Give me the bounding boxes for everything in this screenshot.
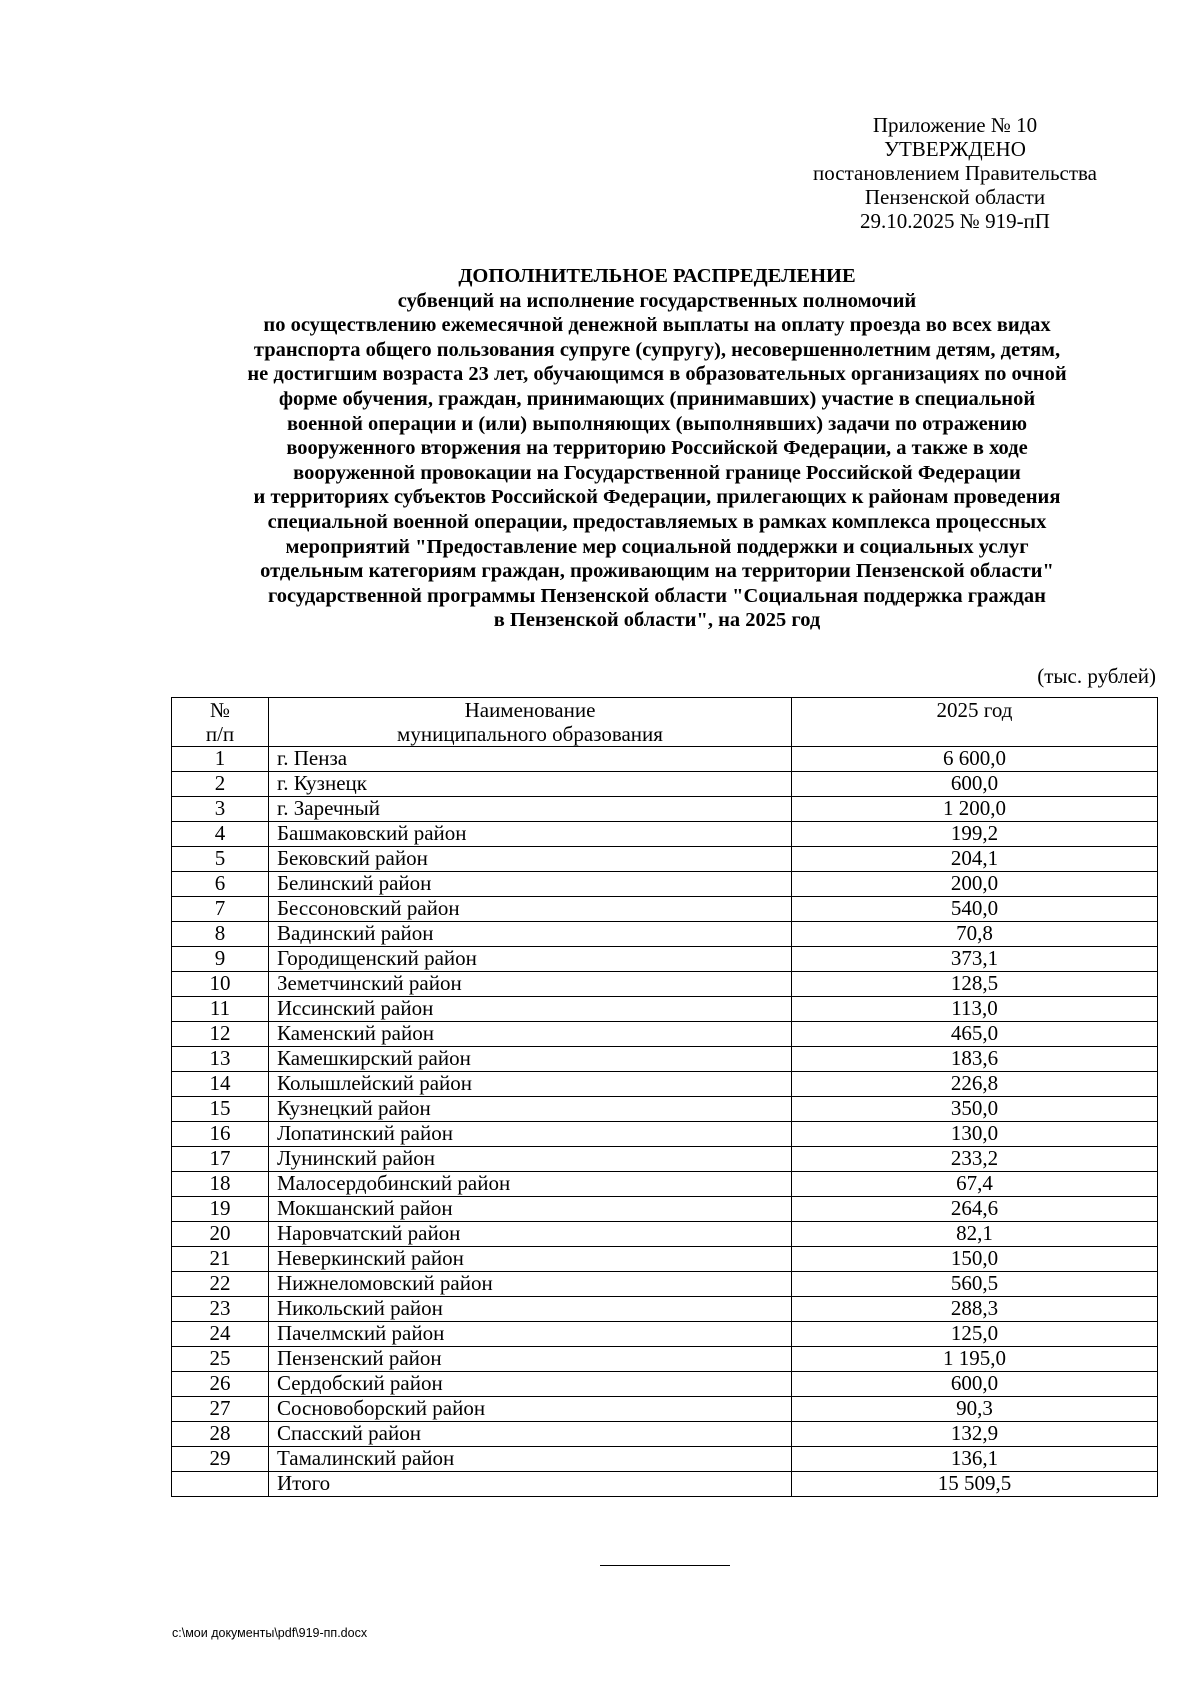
- amount-value: 67,4: [792, 1172, 1158, 1197]
- municipality-name: Спасский район: [269, 1422, 792, 1447]
- table-row: [172, 1197, 1158, 1222]
- row-number: 7: [172, 897, 269, 922]
- amount-value: 1 195,0: [792, 1347, 1158, 1372]
- municipality-name: Сердобский район: [269, 1372, 792, 1397]
- row-number: 23: [172, 1297, 269, 1322]
- table-row: [172, 1097, 1158, 1122]
- amount-value: 136,1: [792, 1447, 1158, 1472]
- row-number: 6: [172, 872, 269, 897]
- row-number: 2: [172, 772, 269, 797]
- approval-block: [760, 113, 1150, 233]
- row-number: 8: [172, 922, 269, 947]
- municipality-name: Иссинский район: [269, 997, 792, 1022]
- end-separator-line: [600, 1565, 730, 1566]
- row-number: 10: [172, 972, 269, 997]
- table-row: [172, 1447, 1158, 1472]
- table-row: [172, 1022, 1158, 1047]
- table-row: [172, 747, 1158, 772]
- table-row: [172, 1172, 1158, 1197]
- document-title: [120, 264, 1194, 633]
- title-line: военной операции и (или) выполняющих (выполнявших) задачи по отражению: [286, 412, 1028, 435]
- amount-value: 125,0: [792, 1322, 1158, 1347]
- municipality-name: Вадинский район: [269, 922, 792, 947]
- amount-value: 183,6: [792, 1047, 1158, 1072]
- row-number: 5: [172, 847, 269, 872]
- amount-value: 82,1: [792, 1222, 1158, 1247]
- header-name: [269, 698, 792, 747]
- row-number: 1: [172, 747, 269, 772]
- row-number: 4: [172, 822, 269, 847]
- municipality-name: г. Пенза: [269, 747, 792, 772]
- total-row-number: [172, 1472, 269, 1497]
- municipality-name: Тамалинский район: [269, 1447, 792, 1472]
- municipality-name: Пачелмский район: [269, 1322, 792, 1347]
- amount-value: 113,0: [792, 997, 1158, 1022]
- row-number: 25: [172, 1347, 269, 1372]
- appendix-number: Приложение № 10: [872, 113, 1038, 137]
- title-line: по осуществлению ежемесячной денежной выплаты на оплату проезда во всех видах: [263, 314, 1051, 337]
- table-header-row: [172, 698, 1158, 747]
- table-row: [172, 972, 1158, 997]
- municipality-name: Мокшанский район: [269, 1197, 792, 1222]
- table-row: [172, 947, 1158, 972]
- row-number: 28: [172, 1422, 269, 1447]
- row-number: 15: [172, 1097, 269, 1122]
- total-municipality-name: Итого: [269, 1472, 792, 1497]
- municipality-name: Кузнецкий район: [269, 1097, 792, 1122]
- municipality-name: Белинский район: [269, 872, 792, 897]
- header-name-line2: муниципального образования: [397, 722, 663, 746]
- table-row: [172, 1122, 1158, 1147]
- row-number: 9: [172, 947, 269, 972]
- header-number-line1: №: [209, 698, 231, 722]
- table-row: [172, 1147, 1158, 1172]
- table-row: [172, 1247, 1158, 1272]
- title-line: и территориях субъектов Российской Федерации, прилегающих к районам проведения: [253, 486, 1061, 509]
- amount-value: 90,3: [792, 1397, 1158, 1422]
- header-name-line1: Наименование: [464, 698, 596, 722]
- row-number: 11: [172, 997, 269, 1022]
- municipality-name: Никольский район: [269, 1297, 792, 1322]
- municipality-name: Городищенский район: [269, 947, 792, 972]
- header-number: [172, 698, 269, 747]
- municipality-name: г. Заречный: [269, 797, 792, 822]
- table-row: [172, 1347, 1158, 1372]
- amount-value: 1 200,0: [792, 797, 1158, 822]
- table-row: [172, 1272, 1158, 1297]
- amount-value: 373,1: [792, 947, 1158, 972]
- total-row: [172, 1472, 1158, 1497]
- amount-value: 233,2: [792, 1147, 1158, 1172]
- amount-value: 226,8: [792, 1072, 1158, 1097]
- title-line: ДОПОЛНИТЕЛЬНОЕ РАСПРЕДЕЛЕНИЕ: [458, 265, 856, 287]
- municipality-name: Земетчинский район: [269, 972, 792, 997]
- table-row: [172, 1222, 1158, 1247]
- row-number: 17: [172, 1147, 269, 1172]
- table-row: [172, 822, 1158, 847]
- municipality-name: Нижнеломовский район: [269, 1272, 792, 1297]
- amount-value: 204,1: [792, 847, 1158, 872]
- row-number: 12: [172, 1022, 269, 1047]
- amount-value: 128,5: [792, 972, 1158, 997]
- amount-value: 199,2: [792, 822, 1158, 847]
- amount-value: 560,5: [792, 1272, 1158, 1297]
- amount-value: 600,0: [792, 1372, 1158, 1397]
- total-amount-value: 15 509,5: [792, 1472, 1158, 1497]
- table-row: [172, 1047, 1158, 1072]
- table-row: [172, 1297, 1158, 1322]
- table-row: [172, 1397, 1158, 1422]
- file-path-footer: c:\мои документы\pdf\919-пп.docx: [172, 1626, 368, 1640]
- table-body: [172, 747, 1158, 1497]
- approval-date-number: 29.10.2025 № 919-пП: [860, 209, 1050, 233]
- municipality-name: Бековский район: [269, 847, 792, 872]
- row-number: 24: [172, 1322, 269, 1347]
- header-number-line2: п/п: [205, 722, 235, 746]
- row-number: 29: [172, 1447, 269, 1472]
- title-line: не достигшим возраста 23 лет, обучающимся в образовательных организациях по очной: [247, 363, 1067, 386]
- title-line: мероприятий "Предоставление мер социальной поддержки и социальных услуг: [285, 535, 1029, 558]
- table-row: [172, 997, 1158, 1022]
- header-year-label: 2025 год: [936, 698, 1013, 722]
- amount-value: 288,3: [792, 1297, 1158, 1322]
- municipality-name: Пензенский район: [269, 1347, 792, 1372]
- municipality-name: Неверкинский район: [269, 1247, 792, 1272]
- title-line: в Пензенской области", на 2025 год: [493, 609, 821, 632]
- municipality-name: Лопатинский район: [269, 1122, 792, 1147]
- title-line: субвенций на исполнение государственных полномочий: [397, 289, 917, 312]
- title-line: транспорта общего пользования супруге (супругу), несовершеннолетним детям, детям,: [253, 338, 1061, 361]
- amount-value: 132,9: [792, 1422, 1158, 1447]
- municipality-name: г. Кузнецк: [269, 772, 792, 797]
- title-line: форме обучения, граждан, принимающих (принимавших) участие в специальной: [278, 387, 1036, 410]
- row-number: 16: [172, 1122, 269, 1147]
- amount-value: 465,0: [792, 1022, 1158, 1047]
- amount-value: 6 600,0: [792, 747, 1158, 772]
- title-line: вооруженной провокации на Государственной границе Российской Федерации: [293, 461, 1021, 484]
- title-line: государственной программы Пензенской области "Социальная поддержка граждан: [268, 584, 1046, 607]
- table-row: [172, 872, 1158, 897]
- row-number: 21: [172, 1247, 269, 1272]
- approved-label: УТВЕРЖДЕНО: [884, 137, 1026, 161]
- row-number: 26: [172, 1372, 269, 1397]
- row-number: 19: [172, 1197, 269, 1222]
- table-row: [172, 847, 1158, 872]
- amount-value: 350,0: [792, 1097, 1158, 1122]
- table-row: [172, 797, 1158, 822]
- row-number: 14: [172, 1072, 269, 1097]
- title-line: вооруженного вторжения на территорию Российской Федерации, а также в ходе: [286, 437, 1028, 460]
- table-row: [172, 1372, 1158, 1397]
- title-line: отдельным категориям граждан, проживающим на территории Пензенской области": [260, 560, 1054, 583]
- table-row: [172, 1422, 1158, 1447]
- amount-value: 70,8: [792, 922, 1158, 947]
- units-label: (тыс. рублей): [1037, 664, 1156, 688]
- table-row: [172, 1072, 1158, 1097]
- municipality-name: Малосердобинский район: [269, 1172, 792, 1197]
- approved-by-line: постановлением Правительства: [812, 161, 1097, 185]
- amount-value: 150,0: [792, 1247, 1158, 1272]
- municipality-name: Бессоновский район: [269, 897, 792, 922]
- table-row: [172, 922, 1158, 947]
- table-row: [172, 897, 1158, 922]
- table-row: [172, 772, 1158, 797]
- municipality-name: Наровчатский район: [269, 1222, 792, 1247]
- amount-value: 540,0: [792, 897, 1158, 922]
- row-number: 18: [172, 1172, 269, 1197]
- row-number: 20: [172, 1222, 269, 1247]
- table-row: [172, 1322, 1158, 1347]
- amount-value: 264,6: [792, 1197, 1158, 1222]
- row-number: 27: [172, 1397, 269, 1422]
- header-year: [792, 698, 1158, 747]
- municipality-name: Сосновоборский район: [269, 1397, 792, 1422]
- amount-value: 200,0: [792, 872, 1158, 897]
- municipality-name: Камешкирский район: [269, 1047, 792, 1072]
- title-line: специальной военной операции, предоставляемых в рамках комплекса процессных: [267, 510, 1047, 533]
- row-number: 3: [172, 797, 269, 822]
- amount-value: 130,0: [792, 1122, 1158, 1147]
- row-number: 22: [172, 1272, 269, 1297]
- row-number: 13: [172, 1047, 269, 1072]
- municipality-name: Колышлейский район: [269, 1072, 792, 1097]
- municipality-name: Каменский район: [269, 1022, 792, 1047]
- distribution-table: [171, 697, 1158, 1497]
- municipality-name: Башмаковский район: [269, 822, 792, 847]
- municipality-name: Лунинский район: [269, 1147, 792, 1172]
- approved-region-line: Пензенской области: [864, 185, 1046, 209]
- amount-value: 600,0: [792, 772, 1158, 797]
